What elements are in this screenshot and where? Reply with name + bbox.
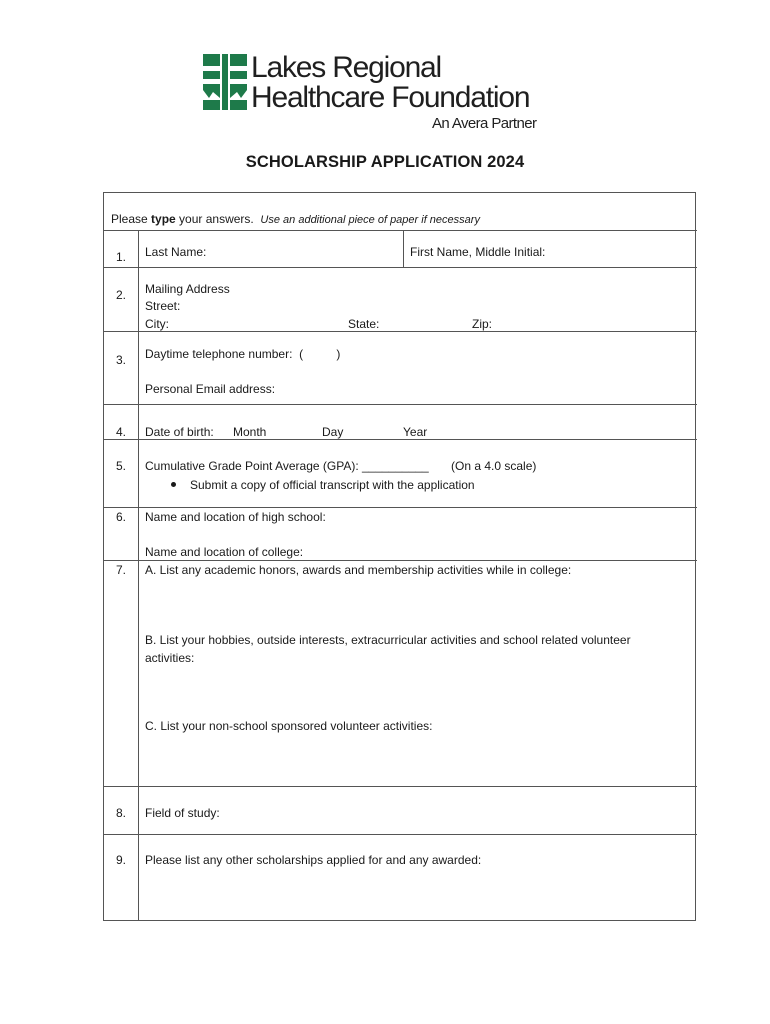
gpa-label: Cumulative Grade Point Average (GPA): __________ — [145, 459, 429, 473]
cross-logo-icon — [203, 54, 247, 110]
mailing-address-label: Mailing Address — [145, 282, 230, 296]
row-divider — [104, 331, 697, 332]
hobbies-label-line2: activities: — [145, 651, 195, 665]
document-title: SCHOLARSHIP APPLICATION 2024 — [245, 153, 525, 171]
dob-day-label: Day — [322, 425, 344, 439]
field-of-study-label: Field of study: — [145, 806, 220, 820]
logo-tagline: An Avera Partner — [432, 115, 537, 132]
row-number: 5. — [116, 459, 127, 473]
first-name-label: First Name, Middle Initial: — [410, 245, 546, 259]
phone-label: Daytime telephone number: ( ) — [145, 347, 341, 361]
row-divider — [104, 230, 697, 231]
name-column-divider — [403, 230, 404, 267]
foundation-logo — [203, 52, 548, 137]
volunteer-label: C. List your non-school sponsored volunteer activities: — [145, 719, 433, 733]
college-label: Name and location of college: — [145, 545, 304, 559]
row-number: 7. — [116, 563, 127, 577]
email-label: Personal Email address: — [145, 382, 276, 396]
dob-label: Date of birth: — [145, 425, 214, 439]
city-label: City: — [145, 317, 169, 331]
logo-text-line1: Lakes Regional — [251, 51, 442, 84]
row-number: 9. — [116, 853, 127, 867]
last-name-label: Last Name: — [145, 245, 207, 259]
logo-text-line2: Healthcare Foundation — [251, 81, 530, 114]
application-form-table — [103, 192, 696, 921]
dob-year-label: Year — [403, 425, 428, 439]
row-number: 1. — [116, 250, 127, 264]
row-divider — [104, 834, 697, 835]
row-divider — [104, 404, 697, 405]
instructions: Please type your answers. Use an additional piece of paper if necessary — [111, 212, 480, 226]
row-divider — [104, 786, 697, 787]
bullet-icon — [171, 482, 176, 487]
row-number: 3. — [116, 353, 127, 367]
row-divider — [104, 267, 697, 268]
row-number: 6. — [116, 510, 127, 524]
street-label: Street: — [145, 299, 181, 313]
row-number: 2. — [116, 288, 127, 302]
other-scholarships-label: Please list any other scholarships applied for and any awarded: — [145, 853, 482, 867]
zip-label: Zip: — [472, 317, 493, 331]
high-school-label: Name and location of high school: — [145, 510, 326, 524]
row-divider — [104, 439, 697, 440]
gpa-scale-note: (On a 4.0 scale) — [451, 459, 537, 473]
dob-month-label: Month — [233, 425, 267, 439]
state-label: State: — [348, 317, 380, 331]
academic-honors-label: A. List any academic honors, awards and membership activities while in college: — [145, 563, 572, 577]
row-number: 8. — [116, 806, 127, 820]
row-number: 4. — [116, 425, 127, 439]
row-divider — [104, 560, 697, 561]
row-divider — [104, 507, 697, 508]
hobbies-label-line1: B. List your hobbies, outside interests, extracurricular activities and school related volunteer — [145, 633, 631, 647]
transcript-note: Submit a copy of official transcript with the application — [190, 478, 475, 492]
number-column-divider — [138, 230, 139, 921]
